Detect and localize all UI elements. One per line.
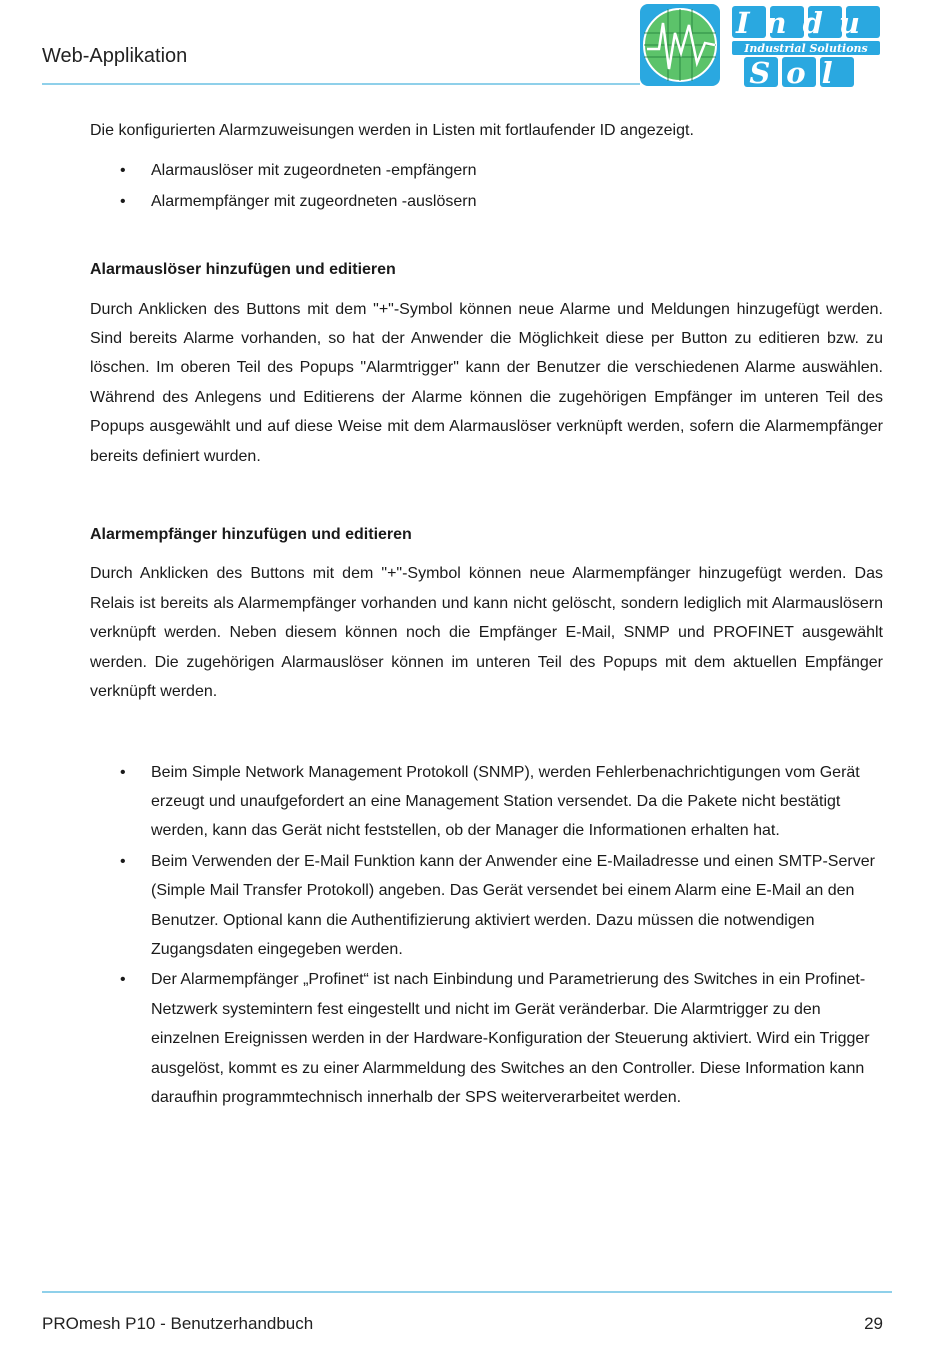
list-item bbox=[90, 187, 883, 216]
intro-paragraph: Die konfigurierten Alarmzuweisungen werden in Listen mit fortlaufender ID angezeigt. bbox=[90, 122, 694, 139]
page-header-title: Web-Applikation bbox=[42, 45, 188, 67]
logo-bottom-text: Sol bbox=[749, 56, 849, 89]
footer-title: PROmesh P10 - Benutzerhandbuch bbox=[42, 1314, 314, 1333]
page-content bbox=[90, 116, 883, 1112]
list-item-text: Beim Verwenden der E-Mail Funktion kann der Anwender eine E-Mailadresse und einen SMTP-Server (Simple Mail Transfer Protokoll) angeben. Das Gerät versendet bei einem Alarm eine E-Mail an den Benutzer. Optional kann die Authentifizierung aktiviert werden. Dazu müssen die notwendigen Zugangsdaten eingegeben werden. bbox=[151, 852, 875, 958]
bullet-icon: • bbox=[120, 763, 126, 781]
bullet-icon: • bbox=[120, 971, 126, 989]
section-paragraph: Durch Anklicken des Buttons mit dem "+"-Symbol können neue Alarme und Meldungen hinzugefügt werden. Sind bereits Alarme vorhanden, so hat der Anwender die Möglichkeit diese per Button zu editieren bzw. zu löschen. Im oberen Teil des Popups "Alarmtrigger" kann der Benutzer die verschiedenen Alarme auswählen. Während des Anlegens und Editierens der Alarme können die zugehörigen Empfänger im unteren Teil des Popups ausgewählt und auf diese Weise mit dem Alarmauslöser verknüpft werden, sofern die Alarmempfänger bereits definiert wurden. bbox=[90, 300, 883, 465]
list-item-text: Alarmempfänger mit zugeordneten -auslösern bbox=[151, 192, 477, 210]
bullet-icon: • bbox=[120, 162, 126, 180]
logo-top-text: Indu bbox=[735, 6, 877, 40]
indu-sol-logo bbox=[639, 3, 891, 89]
list-item bbox=[90, 758, 883, 846]
footer-rule bbox=[42, 1291, 892, 1293]
intro-list bbox=[90, 156, 883, 216]
section-heading: Alarmempfänger hinzufügen und editieren bbox=[90, 526, 412, 544]
list-item-text: Der Alarmempfänger „Profinet“ ist nach Einbindung und Parametrierung des Switches in ein Profinet-Netzwerk systemintern fest eingestellt und nicht im Gerät veränderbar. Die Alarmtrigger zu den einzelnen Ereignissen werden in der Hardware-Konfiguration der Steuerung aktiviert. Wird ein Trigger ausgelöst, kommt es zu einer Alarmmeldung des Switches an den Controller. Diese Information kann daraufhin programmtechnisch innerhalb der SPS weiterverarbeitet werden. bbox=[151, 971, 870, 1106]
list-item-text: Alarmauslöser mit zugeordneten -empfängern bbox=[151, 162, 477, 180]
bullet-icon: • bbox=[120, 852, 126, 870]
list-item bbox=[90, 965, 883, 1112]
page-number: 29 bbox=[864, 1314, 883, 1333]
section-paragraph: Durch Anklicken des Buttons mit dem "+"-Symbol können neue Alarmempfänger hinzugefügt werden. Das Relais ist bereits als Alarmempfänger vorhanden und kann nicht gelöscht, sondern lediglich mit Alarmauslösern verknüpft werden. Neben diesem können noch die Empfänger E-Mail, SNMP und PROFINET ausgewählt werden. Die zugehörigen Alarmauslöser können im unteren Teil des Popups mit dem aktuellen Empfänger verknüpft werden. bbox=[90, 565, 883, 701]
details-list bbox=[90, 758, 883, 1113]
list-item-text: Beim Simple Network Management Protokoll (SNMP), werden Fehlerbenachrichtigungen vom Gerät erzeugt und unaufgefordert an eine Management Station versendet. Da die Pakete nicht bestätigt werden, kann das Gerät nicht feststellen, ob der Manager die Informationen erhalten hat. bbox=[151, 763, 860, 840]
section-heading: Alarmauslöser hinzufügen und editieren bbox=[90, 261, 396, 279]
header-rule bbox=[42, 83, 640, 85]
list-item bbox=[90, 156, 883, 185]
list-item bbox=[90, 847, 883, 965]
bullet-icon: • bbox=[120, 192, 126, 210]
logo-tagline: Industrial Solutions bbox=[744, 42, 868, 55]
